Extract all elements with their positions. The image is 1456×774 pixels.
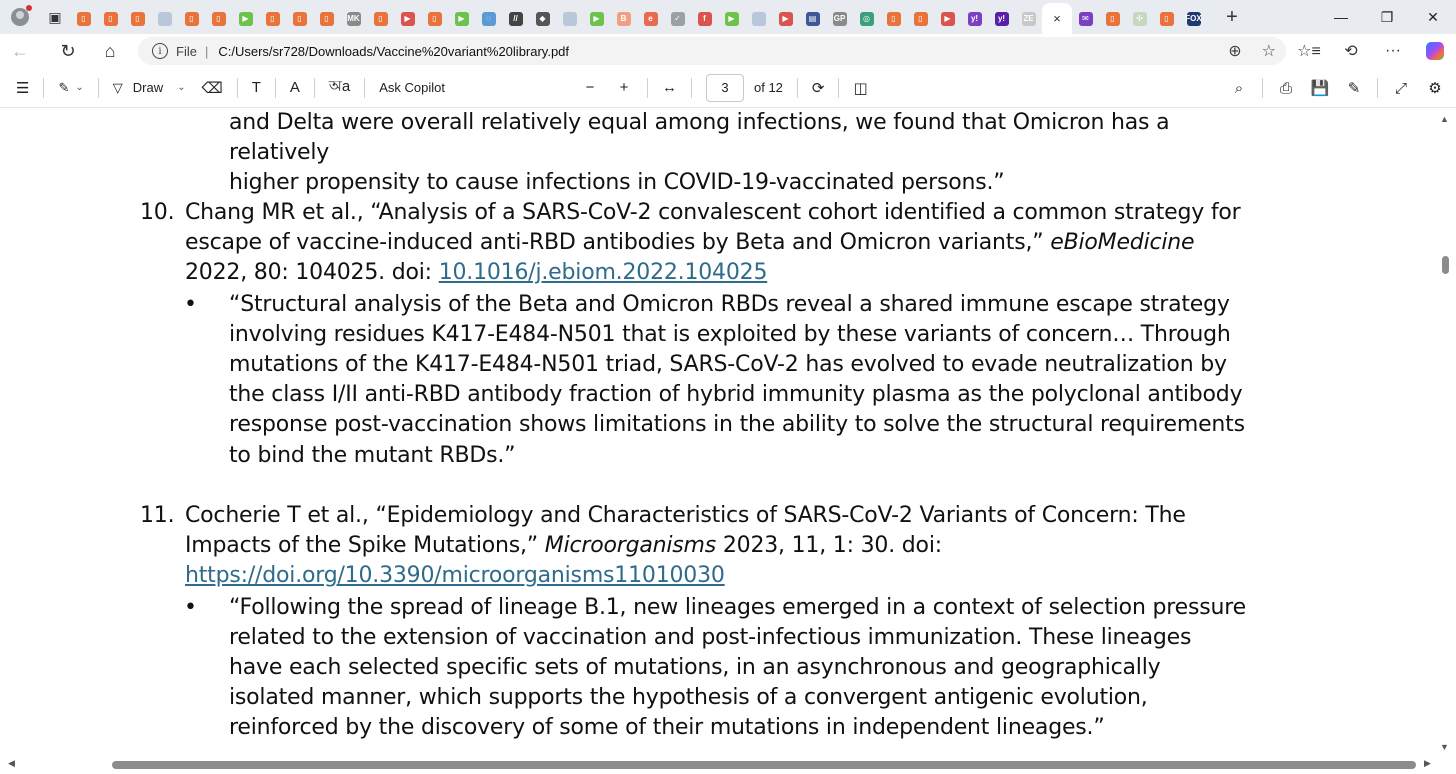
home-button[interactable]: ⌂ [104, 40, 116, 61]
browser-tab[interactable] [880, 5, 907, 33]
scroll-right-icon[interactable]: ▶ [1424, 758, 1431, 768]
tab-favicon-18-icon: ◆ [536, 12, 550, 26]
zoom-out-icon[interactable]: − [585, 79, 595, 96]
tab-favicon-39-icon: ✣ [1133, 12, 1147, 26]
pdf-viewer[interactable] [0, 108, 1436, 758]
scroll-up-icon[interactable]: ▲ [1440, 114, 1449, 124]
browser-tab[interactable] [691, 5, 718, 33]
text-box-icon[interactable]: T [251, 79, 261, 96]
browser-tab[interactable] [637, 5, 664, 33]
tab-favicon-25-icon: ▶ [725, 12, 739, 26]
tab-list [70, 0, 1042, 34]
highlight-button[interactable] [50, 68, 91, 108]
tab-favicon-28-icon: ▤ [806, 12, 820, 26]
tab-actions-icon[interactable]: ▣ [48, 8, 62, 25]
browser-tab[interactable] [826, 5, 853, 33]
tab-favicon-2-icon: ▯ [104, 12, 118, 26]
browser-tab[interactable] [853, 5, 880, 33]
page-number-input[interactable]: 3 [706, 74, 744, 102]
tab-favicon-12-icon: ▯ [374, 12, 388, 26]
reference-citation [185, 198, 1255, 289]
notification-dot [26, 5, 32, 11]
reference-quote [140, 290, 1260, 471]
toolbar-divider [1377, 78, 1378, 98]
citation-text: Cocherie T et al., “Epidemiology and Characteristics of SARS-CoV-2 Variants of Concern: The Impacts of the Spike Mutations,” [185, 503, 1186, 559]
browser-tab[interactable] [502, 5, 529, 33]
tab-favicon-5-icon: ▯ [185, 12, 199, 26]
tab-favicon-31-icon: ▯ [887, 12, 901, 26]
toolbar-divider [314, 78, 315, 98]
tab-list-after [1072, 0, 1207, 34]
tab-favicon-16-icon: ◌ [482, 12, 496, 26]
browser-tab[interactable] [772, 5, 799, 33]
scroll-down-icon[interactable]: ▼ [1440, 742, 1449, 752]
copilot-button[interactable] [1414, 34, 1456, 68]
ask-copilot-button[interactable]: Ask Copilot [379, 80, 445, 95]
browser-tab[interactable] [988, 5, 1015, 33]
toolbar-divider [691, 78, 692, 98]
reference-number: 11. [140, 503, 175, 528]
browser-tab[interactable] [1072, 5, 1099, 33]
print-icon[interactable]: ⎙ [1279, 79, 1292, 97]
save-as-icon[interactable]: ✎ [1347, 80, 1361, 97]
tab-favicon-20-icon: ▶ [590, 12, 604, 26]
profile-avatar-icon [11, 8, 29, 26]
scroll-left-icon[interactable]: ◀ [8, 758, 15, 768]
reference-number: 10. [140, 200, 175, 225]
tab-favicon-17-icon: // [509, 12, 523, 26]
horizontal-scrollbar[interactable] [0, 756, 1456, 774]
browser-tab[interactable] [745, 5, 772, 33]
tab-favicon-26-icon [752, 12, 766, 26]
browser-tab[interactable] [313, 5, 340, 33]
table-of-contents-icon[interactable]: ☰ [16, 79, 30, 97]
tab-favicon-14-icon: ▯ [428, 12, 442, 26]
browser-tab[interactable] [70, 5, 97, 33]
erase-icon[interactable]: ⌫ [201, 79, 223, 97]
tab-favicon-22-icon: e [644, 12, 658, 26]
toolbar-divider [838, 78, 839, 98]
browser-tab[interactable] [1099, 5, 1126, 33]
url-separator: | [204, 43, 209, 59]
browser-tab[interactable] [340, 5, 367, 33]
translate-icon[interactable]: অa [328, 78, 351, 95]
tab-favicon-11-icon: MK [347, 12, 361, 26]
browser-tab[interactable] [232, 5, 259, 33]
citation-text: Chang MR et al., “Analysis of a SARS-CoV-2 convalescent cohort identified a common strategy for escape of vaccine-induced anti-RBD antibodies by Beta and Omicron variants,” [185, 200, 1241, 256]
browser-tab[interactable] [1180, 5, 1207, 33]
browser-tab[interactable] [1015, 5, 1042, 33]
browser-tab[interactable] [97, 5, 124, 33]
history-icon[interactable]: ⟲ [1344, 43, 1358, 60]
search-icon[interactable]: ⌕ [1234, 79, 1244, 97]
browser-tab[interactable] [205, 5, 232, 33]
url-text[interactable]: C:/Users/sr728/Downloads/Vaccine%20variant%20library.pdf [218, 43, 570, 59]
browser-tab[interactable] [799, 5, 826, 33]
zoom-icon[interactable]: ⊕ [1228, 43, 1242, 60]
browser-tab[interactable] [367, 5, 394, 33]
fit-width-icon[interactable]: ↔ [661, 79, 677, 96]
browser-tab[interactable] [259, 5, 286, 33]
tab-favicon-37-icon: ✉ [1079, 12, 1093, 26]
tab-favicon-21-icon: B [617, 12, 631, 26]
tab-favicon-4-icon [158, 12, 172, 26]
site-info-icon[interactable]: i [152, 43, 168, 59]
browser-tab[interactable] [610, 5, 637, 33]
page-count: of 12 [753, 80, 783, 95]
tab-strip [0, 0, 1456, 34]
tab-favicon-30-icon: ◎ [860, 12, 874, 26]
quote-line: higher propensity to cause infections in COVID-19-vaccinated persons.” [229, 170, 1005, 196]
tab-favicon-41-icon: FOX [1187, 12, 1201, 26]
journal-name: Microorganisms [544, 533, 717, 559]
minimize-button[interactable]: — [1334, 9, 1348, 25]
chevron-down-icon[interactable]: ⌄ [75, 82, 84, 93]
tab-favicon-15-icon: ▶ [455, 12, 469, 26]
profile-button[interactable] [0, 0, 40, 34]
favorites-icon[interactable]: ☆≡ [1297, 43, 1321, 60]
bullet: • [184, 594, 197, 620]
url-bar[interactable] [138, 37, 1286, 65]
browser-tab[interactable] [934, 5, 961, 33]
reference-citation [185, 501, 1255, 592]
tab-favicon-29-icon: GP [833, 12, 847, 26]
browser-tab[interactable] [961, 5, 988, 33]
scheme-label: File [176, 43, 197, 59]
read-aloud-icon[interactable]: A [289, 79, 300, 96]
browser-tab[interactable] [529, 5, 556, 33]
browser-tab[interactable] [583, 5, 610, 33]
browser-tab[interactable] [475, 5, 502, 33]
new-tab-button[interactable]: + [1226, 5, 1238, 28]
highlight-icon: ✎ [58, 79, 70, 95]
reference-quote [140, 593, 1260, 744]
copilot-icon [1426, 42, 1444, 60]
browser-tab[interactable] [151, 5, 178, 33]
zoom-in-icon[interactable]: + [619, 79, 629, 96]
pdf-toolbar [0, 68, 1456, 108]
browser-tab[interactable] [178, 5, 205, 33]
quote-text: “Structural analysis of the Beta and Omicron RBDs reveal a shared immune escape strategy involving residues K417-E484-N501 that is exploited by these variants of concern… Through mutations of the K417-E484-N501 triad, SARS-CoV-2 has evolved to evade neutralization by the class I/II anti-RBD antibody fraction of hybrid immunity plasma as the polyclonal antibody response post-vaccination shows limitations in the ability to solve the structural requirements to bind the mutant RBDs.” [229, 291, 1245, 468]
bullet: • [184, 291, 197, 317]
toolbar-divider [364, 78, 365, 98]
tab-favicon-13-icon: ▶ [401, 12, 415, 26]
tab-favicon-36-icon: ZE [1022, 12, 1036, 26]
draw-label: Draw [132, 80, 164, 95]
rotate-icon[interactable]: ⟳ [811, 79, 825, 97]
favorite-star-icon[interactable]: ☆ [1261, 43, 1276, 60]
tab-favicon-3-icon: ▯ [131, 12, 145, 26]
refresh-button[interactable]: ↻ [60, 40, 76, 61]
tab-favicon-23-icon: ✓ [671, 12, 685, 26]
expand-icon[interactable]: ⤢ [1394, 79, 1407, 97]
tab-favicon-24-icon: f [698, 12, 712, 26]
toolbar-divider [797, 78, 798, 98]
tab-favicon-34-icon: y! [968, 12, 982, 26]
close-tab-icon[interactable]: × [1053, 11, 1061, 26]
browser-tab[interactable] [448, 5, 475, 33]
toolbar-divider [275, 78, 276, 98]
browser-tab[interactable] [1153, 5, 1180, 33]
address-bar [0, 34, 1456, 68]
continued-quote [229, 108, 1249, 199]
browser-tab[interactable] [394, 5, 421, 33]
quote-text: “Following the spread of lineage B.1, new lineages emerged in a context of selection pressure related to the extension of vaccination and post-infectious immunization. These lineages have each selected specific sets of mutations, in an asynchronous and geographically isolated manner, which supports the hypothesis of a convergent antigenic evolution, reinforced by the discovery of some of their mutations in independent lineages.” [229, 594, 1246, 741]
browser-tab[interactable] [124, 5, 151, 33]
save-icon[interactable]: 💾 [1310, 80, 1330, 97]
browser-tab[interactable] [421, 5, 448, 33]
reference-item [140, 198, 1260, 471]
horizontal-scroll-thumb[interactable] [112, 761, 1416, 769]
active-tab[interactable] [1042, 3, 1072, 34]
quote-line: and Delta were overall relatively equal among infections, we found that Omicron has a relatively [229, 110, 1170, 166]
toolbar-divider [98, 78, 99, 98]
tab-favicon-8-icon: ▯ [266, 12, 280, 26]
toolbar-divider [43, 78, 44, 98]
doi-link[interactable]: 10.1016/j.ebiom.2022.104025 [438, 260, 768, 286]
tab-favicon-1-icon: ▯ [77, 12, 91, 26]
back-button[interactable]: ← [11, 40, 29, 61]
restore-button[interactable]: ❐ [1380, 8, 1394, 25]
toolbar-divider [1262, 78, 1263, 98]
journal-name: eBioMedicine [1050, 230, 1195, 256]
browser-tab[interactable] [718, 5, 745, 33]
citation-text: 2022, 80: 104025. doi: [185, 260, 439, 286]
draw-icon: ▽ [112, 79, 123, 95]
page-view-icon[interactable]: ◫ [853, 79, 868, 97]
citation-text: 2023, 11, 1: 30. doi: [716, 533, 942, 559]
tab-favicon-19-icon [563, 12, 577, 26]
tab-favicon-32-icon: ▯ [914, 12, 928, 26]
window-controls [1318, 0, 1456, 34]
tab-favicon-35-icon: y! [995, 12, 1009, 26]
tab-favicon-40-icon: ▯ [1160, 12, 1174, 26]
browser-tab[interactable] [556, 5, 583, 33]
browser-tab[interactable] [664, 5, 691, 33]
tab-favicon-7-icon: ▶ [239, 12, 253, 26]
vertical-scroll-thumb[interactable] [1442, 256, 1449, 274]
chevron-down-icon[interactable]: ⌄ [177, 82, 186, 93]
tab-favicon-10-icon: ▯ [320, 12, 334, 26]
browser-tab[interactable] [907, 5, 934, 33]
browser-tab[interactable] [1126, 5, 1153, 33]
settings-icon[interactable]: ⚙ [1428, 80, 1442, 97]
vertical-scrollbar[interactable] [1436, 108, 1456, 758]
doi-link[interactable]: https://doi.org/10.3390/microorganisms11010030 [185, 563, 725, 589]
toolbar-divider [647, 78, 648, 98]
toolbar-divider [237, 78, 238, 98]
tab-favicon-38-icon: ▯ [1106, 12, 1120, 26]
more-menu-icon[interactable]: ··· [1385, 42, 1401, 59]
tab-favicon-9-icon: ▯ [293, 12, 307, 26]
reference-item [140, 501, 1260, 744]
browser-tab[interactable] [286, 5, 313, 33]
tab-favicon-6-icon: ▯ [212, 12, 226, 26]
tab-favicon-33-icon: ▶ [941, 12, 955, 26]
tab-favicon-27-icon: ▶ [779, 12, 793, 26]
draw-button[interactable] [105, 68, 194, 108]
close-window-button[interactable]: ✕ [1427, 8, 1439, 25]
